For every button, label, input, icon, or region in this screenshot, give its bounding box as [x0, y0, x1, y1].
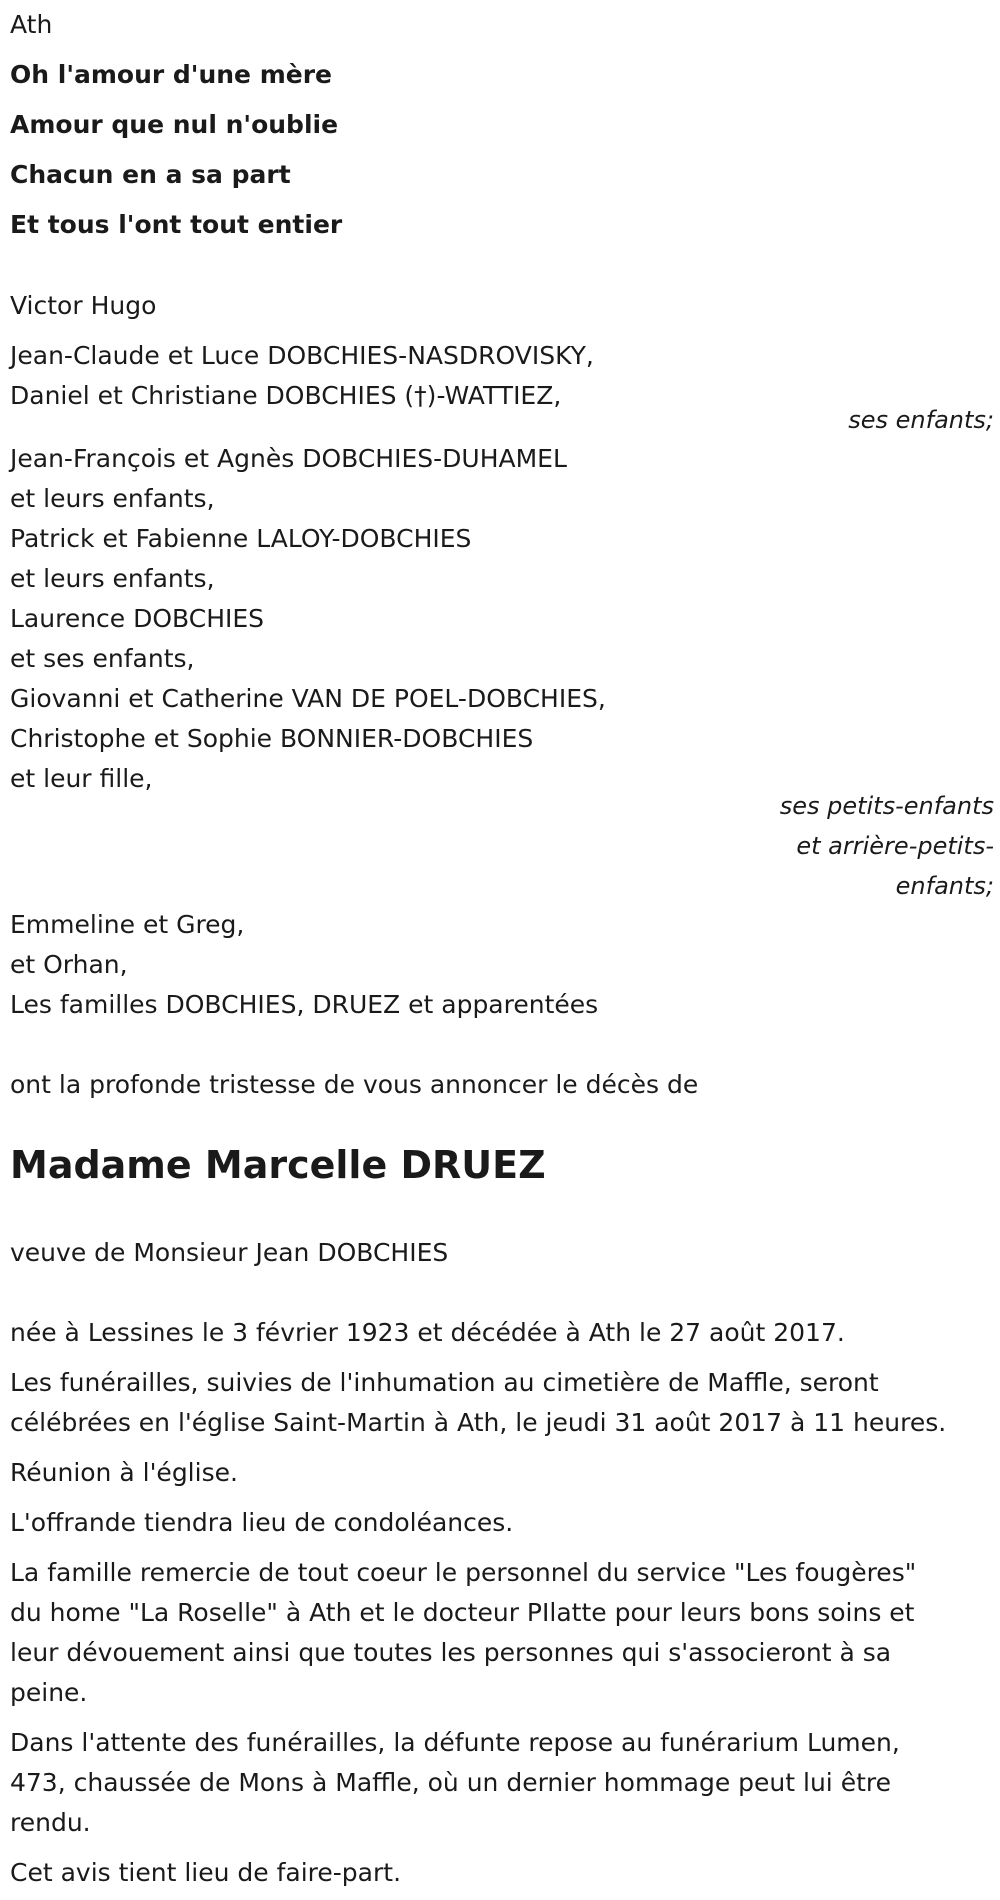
visitation-line-2: 473, chaussée de Mons à Maffle, où un dernier hommage peut lui être [10, 1768, 891, 1797]
grandchild-line-2: et leurs enfants, [10, 484, 215, 513]
children-role: ses enfants; [848, 406, 994, 434]
location: Ath [10, 10, 53, 39]
birth-death: née à Lessines le 3 février 1923 et décédée à Ath le 27 août 2017. [10, 1318, 845, 1347]
funeral-line-2: célébrées en l'église Saint-Martin à Ath, le jeudi 31 août 2017 à 11 heures. [10, 1408, 947, 1437]
widow-of: veuve de Monsieur Jean DOBCHIES [10, 1238, 449, 1267]
grandchildren-role-line-1: ses petits-enfants [779, 792, 994, 820]
poem-line-3: Chacun en a sa part [10, 160, 291, 189]
child-line-2: Daniel et Christiane DOBCHIES (†)-WATTIEZ, [10, 381, 562, 410]
meeting: Réunion à l'église. [10, 1458, 238, 1487]
others-line-1: Emmeline et Greg, [10, 910, 245, 939]
thanks-line-3: leur dévouement ainsi que toutes les personnes qui s'associeront à sa [10, 1638, 892, 1667]
grandchild-line-1: Jean-François et Agnès DOBCHIES-DUHAMEL [10, 444, 567, 473]
visitation-line-3: rendu. [10, 1808, 91, 1837]
others-line-2: et Orhan, [10, 950, 128, 979]
grandchild-line-4: et leurs enfants, [10, 564, 215, 593]
visitation-line-1: Dans l'attente des funérailles, la défunte repose au funérarium Lumen, [10, 1728, 900, 1757]
poem-line-4: Et tous l'ont tout entier [10, 210, 343, 239]
grandchild-line-7: Giovanni et Catherine VAN DE POEL-DOBCHIES, [10, 684, 606, 713]
offering: L'offrande tiendra lieu de condoléances. [10, 1508, 514, 1537]
grandchild-line-5: Laurence DOBCHIES [10, 604, 265, 633]
deceased-name: Madame Marcelle DRUEZ [10, 1143, 546, 1187]
child-line-1: Jean-Claude et Luce DOBCHIES-NASDROVISKY, [10, 341, 594, 370]
grandchildren-role-line-3: enfants; [895, 872, 994, 900]
grandchild-line-9: et leur fille, [10, 764, 153, 793]
poem-line-2: Amour que nul n'oublie [10, 110, 339, 139]
thanks-line-2: du home "La Roselle" à Ath et le docteur PIlatte pour leurs bons soins et [10, 1598, 915, 1627]
grandchild-line-8: Christophe et Sophie BONNIER-DOBCHIES [10, 724, 534, 753]
funeral-line-1: Les funérailles, suivies de l'inhumation au cimetière de Maffle, seront [10, 1368, 879, 1397]
poem-author: Victor Hugo [10, 291, 157, 320]
closing: Cet avis tient lieu de faire-part. [10, 1858, 402, 1887]
thanks-line-4: peine. [10, 1678, 88, 1707]
grandchild-line-3: Patrick et Fabienne LALOY-DOBCHIES [10, 524, 472, 553]
announcement: ont la profonde tristesse de vous annoncer le décès de [10, 1070, 699, 1099]
thanks-line-1: La famille remercie de tout coeur le personnel du service "Les fougères" [10, 1558, 917, 1587]
poem-line-1: Oh l'amour d'une mère [10, 60, 332, 89]
others-line-3: Les familles DOBCHIES, DRUEZ et apparentées [10, 990, 599, 1019]
grandchildren-role-line-2: et arrière-petits- [796, 832, 994, 860]
grandchild-line-6: et ses enfants, [10, 644, 195, 673]
